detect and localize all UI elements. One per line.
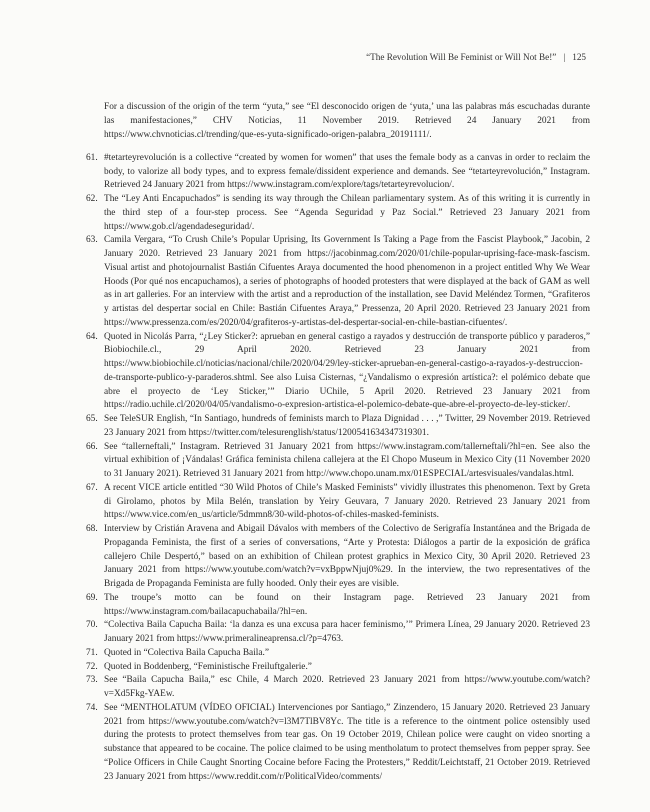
note-text: See “MENTHOLATUM (VÍDEO OFICIAL) Intervenciones por Santiago,” Zinzendero, 15 January 2020. Retrieved 23 January 2021 from https://www.youtube.com/watch?v=l3M7TlBV8Yc. The title is a reference to the ointment police ostensibly used during the protests to protect themselves from tear gas. On 19 October 2019, Chilean police were caught on video snorting a substance that appeared to be cocaine. The police claimed to be using mentholatum to protect themselves from pepper spray. See “Police Officers in Chile Caught Snorting Cocaine before Facing the Protesters,” Reddit/Leichtstaff, 21 October 2019. Retrieved 23 January 2021 from https://www.reddit.com/r/PoliticalVideo/comments/ [104,702,590,782]
note-number: 68. [86,524,98,535]
endnote-69 [86,592,590,620]
note-text: Interview by Cristián Aravena and Abigail Dávalos with members of the Colectivo de Serigrafía Instantánea and the Brigada de Propaganda Feminista, the first of a series of conversations, “Arte y Protesta: Diálogos a partir de la exposición de gráfica callejero Chile Despertó,” based on an exhibition of Chilean protest graphics in Mexico City, 30 April 2020. Retrieved 23 January 2021 from https://www.youtube.com/watch?v=vxBppwNjuj0%29. In the interview, the two representatives of the Brigada de Propaganda Feminista are fully hooded. Only their eyes are visible. [104,524,590,590]
endnote-74 [86,702,590,785]
endnote-72 [86,661,590,675]
note-text: See “Baila Capucha Baila,” esc Chile, 4 March 2020. Retrieved 23 January 2021 from https://www.youtube.com/watch?v=Xd5Fkg-YAEw. [104,675,590,700]
note-text: Quoted in “Colectiva Baila Capucha Baila.” [104,647,270,658]
note-number: 65. [86,414,98,425]
page-number: 125 [572,52,586,62]
note-text: A recent VICE article entitled “30 Wild Photos of Chile’s Masked Feminists” vividly illustrates this phenomenon. Text by Greta di Girolamo, photos by Mila Belén, translation by Yeiry Geuvara, 7 January 2020. Retrieved 23 January 2021 from https://www.vice.com/en_us/article/5dmmn8/30-wild-photos-of-chiles-masked-feminists. [104,482,590,521]
endnote-continuation: For a discussion of the origin of the term “yuta,” see “El desconocido origen de ‘yuta,’ una las palabras más escuchadas durante las manifestaciones,” CHV Noticias, 11 November 2019. Retrieved 24 January 2021 from https://www.chvnoticias.cl/trending/que-es-yuta-significado-origen-palabra_20191111/. [104,102,590,140]
running-title: “The Revolution Will Be Feminist or Will Not Be!” [366,52,557,62]
endnotes [86,92,590,784]
note-number: 73. [86,675,98,686]
endnote-67 [86,482,590,523]
note-text: The troupe’s motto can be found on their Instagram page. Retrieved 23 January 2021 from https://www.instagram.com/bailacapuchabaila/?hl=en. [104,592,590,617]
note-number: 71. [86,647,98,658]
note-text: See “tallerneftali,” Instagram. Retrieved 31 January 2021 from https://www.instagram.com/tallerneftali/?hl=en. See also the virtual exhibition of ¡Vándalas! Gráfica feminista chilena callejera at the El Chopo Museum in Mexico City (11 November 2020 to 31 January 2021). Retrieved 31 January 2021 from http://www.chopo.unam.mx/01ESPECIAL/artesvisuales/vandalas.html. [104,441,590,480]
note-text: Quoted in Boddenberg, “Feministische Freiluftgalerie.” [104,661,312,672]
note-number: 67. [86,482,98,493]
endnote-70 [86,619,590,647]
endnote-73 [86,674,590,702]
note-number: 61. [86,152,98,163]
note-number: 62. [86,194,98,205]
note-number: 64. [86,331,98,342]
note-number: 74. [86,702,98,713]
note-number: 72. [86,661,98,672]
note-number: 70. [86,620,98,631]
note-text: The “Ley Anti Encapuchados” is sending its way through the Chilean parliamentary system. As of this writing it is currently in the third step of a four-step process. See “Agenda Seguridad y Paz Social.” Retrieved 23 January 2021 from https://www.gob.cl/agendadeseguridad/. [104,194,590,232]
note-number: 63. [86,235,98,246]
note-number: 66. [86,441,98,452]
note-text: #tetarteyrevolución is a collective “created by women for women” that uses the female body as a canvas in order to reclaim the body, to valorize all body types, and to express female/dissident experience and demands. See “tetarteyrevolución,” Instagram. Retrieved 24 January 2021 from https://www.instagram.com/explore/tags/tetarteyrevolucion/. [104,152,590,191]
endnote-66 [86,441,590,482]
endnote-65 [86,413,590,441]
header-separator: | [563,52,566,62]
endnote-64 [86,331,590,414]
note-text: “Colectiva Baila Capucha Baila: ‘la danza es una excusa para hacer feminismo,’” Primera Línea, 29 January 2020. Retrieved 23 January 2021 from https://www.primeralineaprensa.cl/?p=4763. [104,620,590,645]
endnote-61 [86,152,590,193]
note-text: Quoted in Nicolás Parra, “¿Ley Sticker?: aprueban en general castigo a rayados y destrucción de transporte público y paraderos,” Biobiochile.cl., 29 April 2020. Retrieved 23 January 2021 from https://www.biobiochile.cl/noticias/nacional/chile/2020/04/29/ley-sticker-aprueban-en-general-castigo-a-rayados-y-destruccion-de-transporte-publico-y-paraderos.shtml. See also Luisa Cisternas, “¿Vandalismo o expresión artística?: el polémico debate que abre el proyecto de ‘Ley Sticker,’” Diario UChile, 5 April 2020. Retrieved 23 January 2021 from https://radio.uchile.cl/2020/04/05/vandalismo-o-expresion-artistica-el-polemico-debate-que-abre-el-proyecto-de-ley-sticker/. [104,331,590,411]
endnote-71 [86,647,590,661]
running-head [96,52,586,62]
endnote-63 [86,234,590,330]
note-number: 69. [86,592,98,603]
note-text: Camila Vergara, “To Crush Chile’s Popular Uprising, Its Government Is Taking a Page from the Fascist Playbook,” Jacobin, 2 January 2020. Retrieved 23 January 2021 from https://jacobinmag.com/2020/01/chile-popular-uprising-face-mask-fascism. Visual artist and photojournalist Bastián Cifuentes Araya documented the hood phenomenon in a project entitled Why We Wear Hoods (Por qué nos encapuchamos), a series of photographs of hooded protesters that were displayed at the back of GAM as well as in art galleries. For an interview with the artist and a reproduction of the installation, see David Meléndez Tormen, “Grafiteros y artistas del despertar social en Chile: Bastián Cifuentes Araya,” Pressenza, 20 April 2020. Retrieved 23 January 2021 from https://www.pressenza.com/es/2020/04/grafiteros-y-artistas-del-despertar-social-en-chile-bastian-cifuentes/. [104,235,590,328]
endnote-62 [86,193,590,234]
note-text: See TeleSUR English, “In Santiago, hundreds of feminists march to Plaza Dignidad . . . ,” Twitter, 29 November 2019. Retrieved 23 January 2021 from https://twitter.com/telesurenglish/status/1200541634347319301. [104,414,590,438]
endnote-68 [86,523,590,592]
